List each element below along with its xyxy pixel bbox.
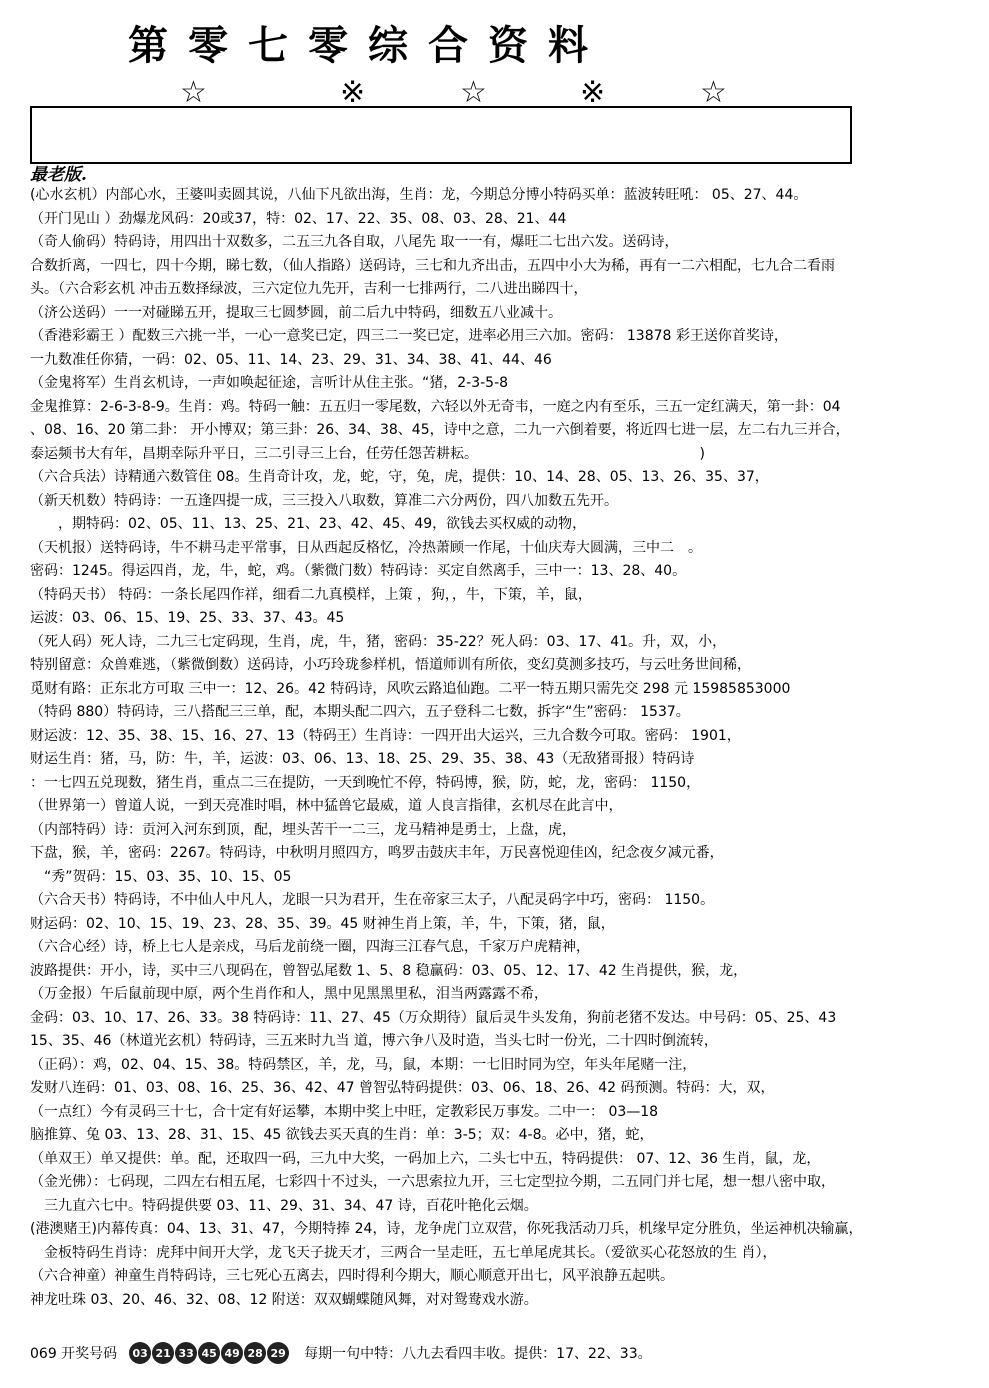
text-line: 财运码：02、10、15、19、23、28、35、39。45 财神生肖上策，羊，牛，下策，猪，鼠，: [30, 915, 615, 932]
text-line: 波路提供：开小，诗，买中三八现码在，曾智弘尾数 1、5、8 稳赢码：03、05、12、17、42 生肖提供，猴，龙，: [30, 962, 748, 979]
text-line: “秀”贺码：15、03、35、10、15、05: [30, 868, 292, 885]
content-body: [30, 184, 965, 1312]
text-line: （金光佛）：七码现，二四左右相五尾，七彩四十不过头，一六思索拉九开，三七定型拉今期，二五同门并七尾，想一想八密中取，: [30, 1174, 835, 1190]
draw-ball: 21: [152, 1342, 174, 1364]
star-icon: ☆: [180, 75, 207, 110]
text-line: 泰运频书大有年，昌期幸际升平日，三二引寻三上台，任劳任怨苦耕耘。 ): [30, 445, 705, 462]
text-line: （单双王）单又提供：单。配，还取四一码，三九中大奖，一码加上六，二头七中五，特码提供： 07、12、36 生肖，鼠，龙，: [30, 1150, 821, 1167]
text-line: （特码天书） 特码：一条长尾四作祥，细看二九真模样，上策 ，狗，，牛，下策，羊，鼠，: [30, 586, 592, 603]
text-line: (心水玄机）内部心水，王婆叫卖圆其说，八仙下凡欲出海，生肖：龙，今期总分博小特码买单：蓝波转旺吼： 05、27、44。: [30, 187, 808, 203]
text-line: （六合兵法）诗精通六数管住 08。生肖奇计攻，龙，蛇，守，兔，虎，提供：10、14、28、05、13、26、35、37，: [30, 469, 769, 485]
text-line: （特码 880）特码诗，三八搭配三三单，配，本期头配二四六，五子登科二七数，拆字“生”密码： 1537。: [30, 704, 690, 720]
text-line: ，期特码：02、05、11、13、25、21、23、42、45、49，欲钱去买权威的动物，: [30, 516, 587, 532]
text-line: （开门见山 ）劲爆龙风码：20或37，特：02、17、22、35、08、03、28、21、44: [30, 210, 567, 227]
blank-banner-box: [30, 106, 852, 164]
text-line: （世界第一）曾道人说，一到天亮准时唱，林中猛兽它最威，道 人良言指律，玄机尽在此言中，: [30, 798, 623, 814]
draw-ball: 29: [267, 1342, 289, 1364]
draw-ball: 03: [129, 1342, 151, 1364]
text-line: （六合天书）特码诗，不中仙人中凡人，龙眼一只为君开，生在帝家三太子，八配灵码字中巧，密码： 1150。: [30, 892, 715, 908]
text-line: (港澳赌王)内幕传真：04、13、31、47，今期特捧 24，诗，龙争虎门立双营，你死我活动刀兵，机缘早定分胜负，坐运神机决输赢，: [30, 1221, 863, 1237]
text-line: （一点红）今有灵码三十七，合十定有好运攀，本期中奖上中旺，定教彩民万事发。二中一： 03—18: [30, 1103, 659, 1120]
draw-ball: 28: [244, 1342, 266, 1364]
page-title: 第零七零综合资料: [128, 22, 608, 69]
text-line: 密码：1245。得运四肖，龙，牛，蛇，鸡。（紫微门数）特码诗：买定自然离手，三中一：13、28、40。: [30, 563, 687, 579]
text-line: （六合心经）诗，桥上七人是亲戍，马后龙前绕一圈，四海三江春气息，千家万户虎精神，: [30, 939, 590, 955]
footer: [30, 1342, 652, 1364]
text-line: 15、35、46（林道光玄机）特码诗，三五来时九当 道，博六争八及时造，当头七时一份光，二十四时倒流转，: [30, 1033, 718, 1049]
draw-ball: 45: [198, 1342, 220, 1364]
asterism-icon: ※: [340, 75, 366, 110]
draw-balls: [129, 1342, 290, 1364]
text-line: 合数折离，一四七，四十今期，睇七数，（仙人指路）送码诗，三七和九齐出击，五四中小大为稀，再有一二六相配，七九合二看雨: [30, 257, 835, 274]
draw-ball: 49: [221, 1342, 243, 1364]
draw-label: 069 开奖号码: [30, 1346, 118, 1362]
text-line: （万金报）午后鼠前现中原，两个生肖作和人，黑中见黑黑里私，泪当两露露不希，: [30, 986, 548, 1002]
star-icon: ☆: [460, 75, 487, 110]
text-line: 脑推算、兔 03、13、28、31、15、45 欲钱去买天真的生肖：单：3-5；双：4-8。必中，猪，蛇，: [30, 1127, 654, 1143]
text-line: 头。（六合彩玄机 冲击五数择绿波，三六定位九先开，吉利一七排两行，二八进出睇四十，: [30, 281, 588, 297]
asterism-icon: ※: [580, 75, 606, 110]
text-line: 特别留意：众兽难逃，（紫微倒数）送码诗，小巧玲珑参样机，悟道师训有所依，变幻莫测多技巧，与云吐务世间稀，: [30, 657, 751, 673]
text-line: （正码）：鸡，02、04、15、38。特码禁区，羊，龙，马，鼠，本期：一七旧时同为空，年头年尾赌一注，: [30, 1056, 697, 1073]
text-line: （新天机数）特码诗：一五逢四提一成，三三投入八取数，算准二六分两份，四八加数五先开。: [30, 492, 618, 509]
text-line: 金码：03、10、17、26、33。38 特码诗：11、27、45（万众期待）鼠后灵牛头发角，狗前老猪不发达。中号码：05、25、43: [30, 1009, 837, 1026]
text-line: ：一七四五兑现数，猪生肖，重点二三在提防，一天到晚忙不停，特码博，猴，防，蛇，龙，密码： 1150，: [30, 774, 701, 791]
draw-ball: 33: [175, 1342, 197, 1364]
text-line: （内部特码）诗：贡河入河东到顶，配，埋头苦干一二三，龙马精神是勇士，上盘，虎，: [30, 821, 576, 838]
text-line: 神龙吐珠 03、20、46、32、08、12 附送：双双蝴蝶随风舞，对对鸳鸯戏水游。: [30, 1291, 538, 1308]
text-line: 觅财有路：正东北方可取 三中一：12、26。42 特码诗，风吹云路追仙跑。二平一特五期只需先交 298 元 15985853000: [30, 680, 791, 697]
text-line: 下盘，猴，羊，密码：2267。特码诗，中秋明月照四方，鸣罗击鼓庆丰年，万民喜悦迎佳凶，纪念夜夕减元番，: [30, 845, 724, 861]
text-line: （天机报）送特码诗，牛不耕马走平常事，日从西起反格忆，冷热萧顾一作尾，十仙庆寿大圆满，三中二 。: [30, 539, 702, 556]
footer-note: 每期一句中特：八九去看四丰收。提供：17、22、33。: [304, 1346, 652, 1362]
text-line: （金鬼将军）生肖玄机诗，一声如唤起征途，言听计从住主张。“猪，2-3-5-8: [30, 375, 509, 391]
star-row: [180, 75, 740, 110]
text-line: （香港彩霸王 ）配数三六挑一半，一心一意奖已定，四三二一奖已定，进率必用三六加。密码： 13878 彩王送你首奖诗，: [30, 328, 788, 344]
text-line: （奇人偷码）特码诗，用四出十双数多，二五三九各自取，八尾先 取一一有，爆旺二七出六发。送码诗，: [30, 234, 679, 250]
text-line: 一九数准任你猜，一码：02、05、11、14、23、29、31、34、38、41、44、46: [30, 351, 552, 368]
text-line: 运波：03、06、15、19、25、33、37、43。45: [30, 610, 345, 626]
text-line: 财运生肖：猪，马，防：牛，羊，运波：03、06、13、18、25、29、35、38、43（无敌猪哥报）特码诗: [30, 751, 695, 767]
edition-label: 最老版.: [30, 165, 87, 185]
text-line: 、08、16、20 第二卦： 开小博双；第三卦：26、34、38、45，诗中之意，二九一六倒着要，将近四七进一层，左二右九三并合，: [30, 422, 850, 438]
text-line: 财运波：12、35、38、15、16、27、13（特码王）生肖诗：一四开出大运兴，三九合数今可取。密码： 1901，: [30, 727, 741, 744]
text-line: 发财八连码：01、03、08、16、25、36、42、47 曾智弘特码提供：03、06、18、26、42 码预测。特码：大，双，: [30, 1080, 775, 1096]
star-icon: ☆: [700, 75, 727, 110]
text-line: 金板特码生肖诗：虎拜中间开大学，龙飞天子拢天才，三两合一呈走旺，五七单尾虎其长。（爱欲买心花怒放的生 肖），: [30, 1244, 777, 1261]
text-line: 金鬼推算：2-6-3-8-9。生肖：鸡。特码一触：五五归一零尾数，六轻以外无奇韦，一庭之内有至乐，三五一定红满天，第一卦：04: [30, 398, 841, 415]
text-line: （六合神童）神童生肖特码诗，三七死心五离去，四时得利今期大，顺心顺意开出七，风平浪静五起哄。: [30, 1268, 674, 1284]
text-line: （死人码）死人诗，二九三七定码现，生肖，虎，牛，猪，密码：35-22？死人码：03、17、41。升，双，小，: [30, 633, 727, 650]
text-line: 三九直六七中。特码提供要 03、11、29、31、34、47 诗，百花叶艳化云烟。: [30, 1197, 538, 1214]
text-line: （济公送码）一一对碰睇五开，提取三七圆梦圆，前二后九中特码，细数五八业减十。: [30, 304, 562, 321]
